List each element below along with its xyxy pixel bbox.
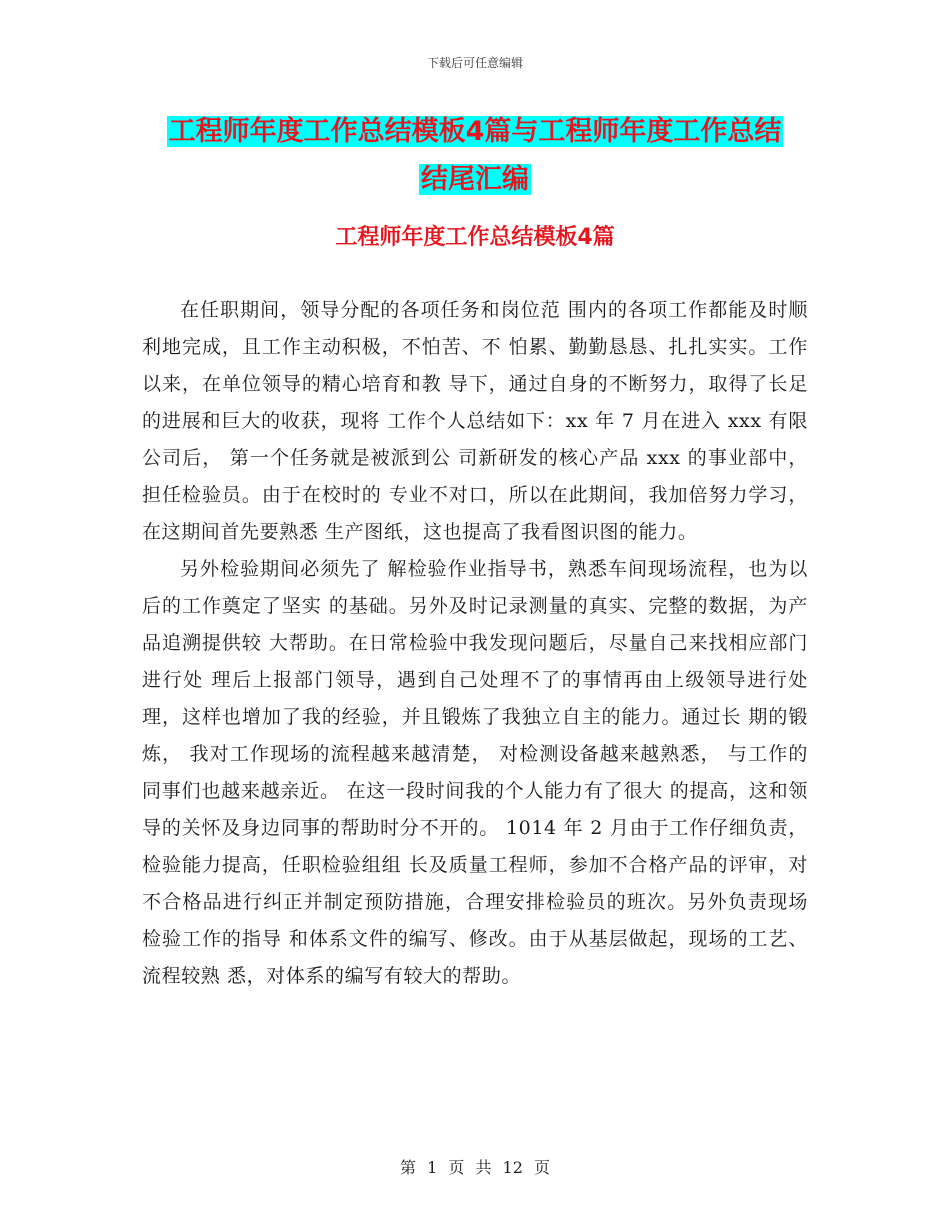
header-note: 下载后可任意编辑 bbox=[426, 56, 523, 70]
document-title-line1: 工程师年度工作总结模板4篇与工程师年度工作总结 bbox=[168, 116, 782, 147]
paragraph-2: 另外检验期间必须先了 解检验作业指导书，熟悉车间现场流程，也为以后的工作奠定了坚实 的基础。另外及时记录测量的真实、完整的数据，为产品追溯提供较 大帮助。在日常检验中我发现问题后，尽量自己来找相应部门进行处 理后上报部门领导，遇到自己处理不了的事情再由上级领导进行处 理，这样也增加了我的经验，并且锻炼了我独立自主的能力。通过长 期的锻炼， 我对工作现场的流程越来越清楚， 对检测设备越来越熟悉， 与工作的同事们也越来越亲近。 在这一段时间我的个人能力有了很大 的提高，这和领导的关怀及身边同事的帮助时分不开的。 1014 年 2 月由于工作仔细负责，检验能力提高，任职检验组组 长及质量工程师，参加不合格产品的评审，对不合格品进行纠正并制定预防措施，合理安排检验员的班次。另外负责现场检验工作的指导 和体系文件的编写、修改。由于从基层做起，现场的工艺、流程较熟 悉，对体系的编写有较大的帮助。 bbox=[142, 558, 808, 987]
section-title: 工程师年度工作总结模板4篇 bbox=[335, 225, 615, 250]
body-text bbox=[142, 292, 808, 995]
document-title bbox=[150, 108, 800, 204]
page-footer: 第 1 页 共 12 页 bbox=[400, 1158, 550, 1177]
document-title-line2: 结尾汇编 bbox=[421, 164, 529, 195]
paragraph-1: 在任职期间，领导分配的各项任务和岗位范 围内的各项工作都能及时顺利地完成，且工作主动积极，不怕苦、不 怕累、勤勤恳恳、扎扎实实。工作以来，在单位领导的精心培育和教 导下，通过自身的不断努力，取得了长足的进展和巨大的收获，现将 工作个人总结如下：xx 年 7 月在进入 xxx 有限公司后， 第一个任务就是被派到公 司新研发的核心产品 xxx 的事业部中，担任检验员。由于在校时的 专业不对口，所以在此期间，我加倍努力学习，在这期间首先要熟悉 生产图纸，这也提高了我看图识图的能力。 bbox=[142, 299, 808, 543]
